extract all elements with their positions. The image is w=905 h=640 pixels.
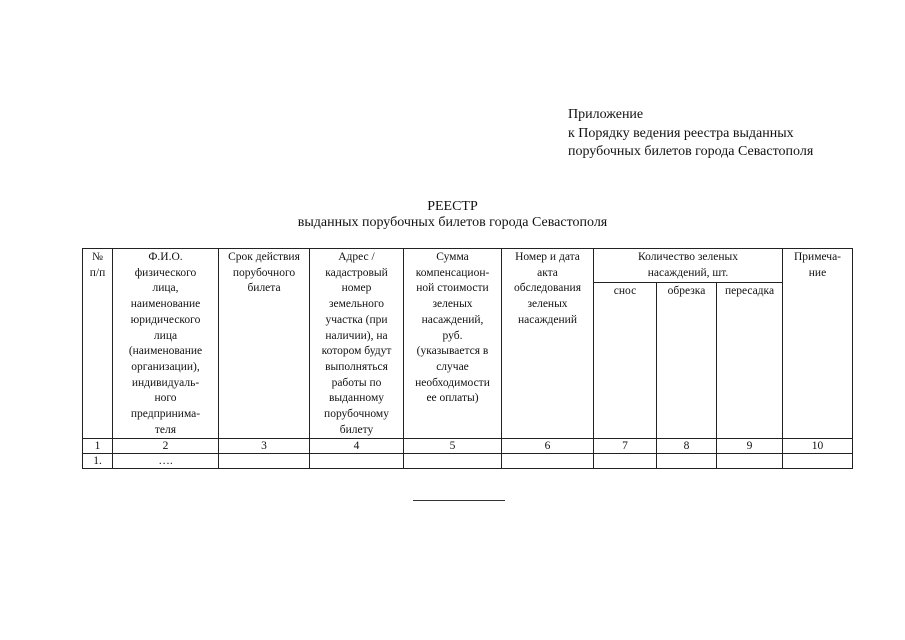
appendix-line-2: к Порядку ведения реестра выданных [568,125,794,141]
row-fio-cell: …. [113,454,219,469]
appendix-line-3: порубочных билетов города Севастополя [568,144,814,159]
column-number: 6 [502,439,594,454]
row-act-cell [502,454,594,469]
row-sum-cell [404,454,502,469]
header-fio: Ф.И.О. физического лица, наименование юридического лица (наименование организации), индивидуаль- ного предпринима- теля [113,249,219,439]
header-num: № п/п [83,249,113,439]
row-num-cell: 1. [83,454,113,469]
header-address: Адрес / кадастровый номер земельного участка (при наличии), на котором будут выполняться работы по выданному порубочному билету [310,249,404,439]
header-row-1 [83,249,853,283]
row-pruning-cell [657,454,717,469]
registry-table [82,248,853,469]
header-transplant: пересадка [717,282,783,439]
closing-rule [413,500,505,501]
column-number-row [83,439,853,454]
appendix-note [568,106,813,162]
column-number: 8 [657,439,717,454]
row-note-cell [783,454,853,469]
row-address-cell [310,454,404,469]
column-number: 1 [83,439,113,454]
document-subtitle: выданных порубочных билетов города Севастополя [297,215,608,230]
row-demolition-cell [594,454,657,469]
column-number: 9 [717,439,783,454]
header-pruning: обрезка [657,282,717,439]
appendix-line-1: Приложение [568,107,644,122]
header-note: Примеча- ние [783,249,853,439]
column-number: 3 [219,439,310,454]
row-term-cell [219,454,310,469]
header-demolition: снос [594,282,657,439]
header-count: Количество зеленых насаждений, шт. [594,249,783,283]
column-number: 4 [310,439,404,454]
document-title: РЕЕСТР [427,199,478,214]
header-term: Срок действия порубочного билета [219,249,310,439]
header-act: Номер и дата акта обследования зеленых насаждений [502,249,594,439]
column-number: 10 [783,439,853,454]
column-number: 7 [594,439,657,454]
row-transplant-cell [717,454,783,469]
column-number: 2 [113,439,219,454]
header-sum: Сумма компенсацион- ной стоимости зеленых насаждений, руб. (указывается в случае необходимости ее оплаты) [404,249,502,439]
table-row [83,454,853,469]
column-number: 5 [404,439,502,454]
